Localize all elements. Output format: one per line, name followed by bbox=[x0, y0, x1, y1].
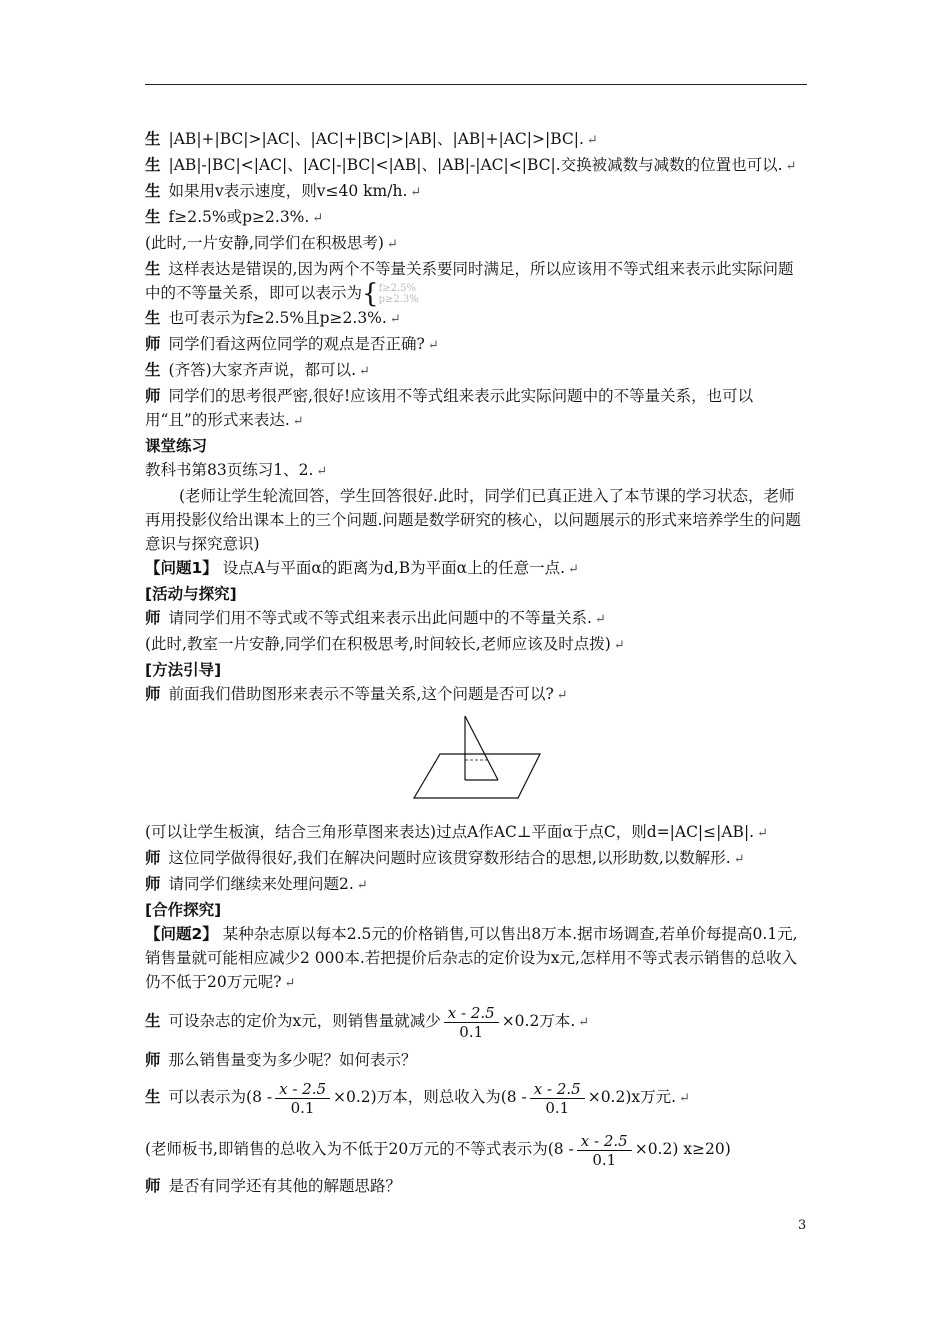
line-text: |AB|-|BC|<|AC|、|AC|-|BC|<|AB|、|AB|-|AC|<|BC|.交换被减数与减数的位置也可以. bbox=[168, 156, 783, 174]
segment-ab bbox=[465, 716, 498, 780]
plane-alpha bbox=[414, 754, 540, 798]
speaker-label: 生 bbox=[145, 1012, 161, 1030]
speaker-label: 生 bbox=[145, 309, 161, 327]
fraction-numerator: x - 2.5 bbox=[275, 1080, 330, 1099]
line-text: |AB|+|BC|>|AC|、|AC|+|BC|>|AB|、|AB|+|AC|>|BC|. bbox=[168, 130, 584, 148]
problem-line: 【问题2】 某种杂志原以每本2.5元的价格销售,可以售出8万本.据市场调查,若单价每提高0.1元,销售量就可能相应减少2 000本.若把提价后杂志的定价设为x元,怎样用不等式表示销售的总收入仍不低于20万元呢? ↵ bbox=[145, 925, 798, 991]
line-text: (老师板书,即销售的总收入为不低于20万元的不等式表示为(8 - bbox=[145, 1140, 574, 1158]
blurred-system-image: f≥2.5% p≥2.3% bbox=[378, 283, 419, 305]
problem-label: 【问题2】 bbox=[145, 925, 218, 943]
dialogue-line: 生 |AB|+|BC|>|AC|、|AC|+|BC|>|AB|、|AB|+|AC|>|BC|. ↵ bbox=[145, 130, 598, 148]
geometry-figure bbox=[145, 708, 807, 820]
dialogue-line bbox=[145, 257, 807, 309]
speaker-label: 生 bbox=[145, 156, 161, 174]
line-text: (此时,教室一片安静,同学们在积极思考,时间较长,老师应该及时点拨) bbox=[145, 635, 611, 653]
line-text: 可以表示为(8 - bbox=[168, 1088, 273, 1106]
fraction-denominator: 0.1 bbox=[290, 1098, 315, 1117]
page-number: 3 bbox=[798, 1218, 807, 1233]
speaker-label: 师 bbox=[145, 1177, 161, 1195]
header-rule bbox=[145, 84, 807, 85]
line-text: 那么销售量变为多少呢？如何表示？ bbox=[168, 1051, 417, 1069]
speaker-label: 生 bbox=[145, 1088, 161, 1106]
line-text: 这样表达是错误的,因为两个不等量关系要同时满足，所以应该用不等式组来表示此实际问题中的不等量关系，即可以表示为 bbox=[145, 260, 794, 302]
problem-label: 【问题1】 bbox=[145, 559, 218, 577]
dialogue-line: 生 可设杂志的定价为x元，则销售量就减少 $\frac{x - 2.5}{0.1}$ ×0.2万本. ↵ bbox=[145, 1003, 590, 1041]
speaker-label: 师 bbox=[145, 849, 161, 867]
line-text: ×0.2) x≥20) bbox=[634, 1140, 731, 1158]
narration-line: (此时,教室一片安静,同学们在积极思考,时间较长,老师应该及时点拨) ↵ bbox=[145, 635, 625, 653]
dialogue-line: 生 f≥2.5%或p≥2.3%. ↵ bbox=[145, 208, 324, 226]
line-text: ×0.2)万本，则总收入为(8 - bbox=[333, 1088, 527, 1106]
line-text: 这位同学做得很好,我们在解决问题时应该贯穿数形结合的思想,以形助数,以数解形. bbox=[168, 849, 731, 867]
dialogue-line: 生 如果用v表示速度，则v≤40 km/h. ↵ bbox=[145, 182, 422, 200]
dialogue-line: 生 |AB|-|BC|<|AC|、|AC|-|BC|<|AB|、|AB|-|AC|<|BC|.交换被减数与减数的位置也可以. ↵ bbox=[145, 156, 797, 174]
line-text: (可以让学生板演，结合三角形草图来表达)过点A作AC⊥平面α于点C，则d=|AC|≤|AB|. bbox=[145, 823, 755, 841]
section-heading: [合作探究] bbox=[145, 901, 222, 919]
dialogue-line: 生 可以表示为(8 - $\frac{x - 2.5}{0.1}$ ×0.2)万本，则总收入为(8 - $\frac{x - 2.5}{0.1}$ ×0.2)x万元. ↵ bbox=[145, 1079, 690, 1117]
line-text: f≥2.5%或p≥2.3%. bbox=[168, 208, 310, 226]
line-text: (齐答)大家齐声说，都可以. bbox=[168, 361, 357, 379]
speaker-label: 师 bbox=[145, 875, 161, 893]
dialogue-line: 师 请同学们继续来处理问题2. ↵ bbox=[145, 875, 368, 893]
fraction-denominator: 0.1 bbox=[459, 1022, 484, 1041]
fraction bbox=[444, 1004, 499, 1041]
document-body bbox=[145, 127, 807, 1198]
line-text: 设点A与平面α的距离为d,B为平面α上的任意一点. bbox=[222, 559, 566, 577]
problem-line: 【问题1】 设点A与平面α的距离为d,B为平面α上的任意一点. ↵ bbox=[145, 559, 579, 577]
narration-line: (此时,一片安静,同学们在积极思考) ↵ bbox=[145, 234, 398, 252]
speaker-label: 师 bbox=[145, 609, 161, 627]
line-text: 是否有同学还有其他的解题思路？ bbox=[168, 1177, 402, 1195]
line-text: ×0.2)x万元. bbox=[587, 1088, 677, 1106]
line-text: 教科书第83页练习1、2. bbox=[145, 461, 314, 479]
fraction bbox=[275, 1080, 330, 1117]
section-heading: 课堂练习 bbox=[145, 437, 208, 455]
speaker-label: 师 bbox=[145, 387, 161, 405]
dialogue-line: 师 前面我们借助图形来表示不等量关系,这个问题是否可以? ↵ bbox=[145, 685, 568, 703]
speaker-label: 师 bbox=[145, 335, 161, 353]
dialogue-line: 师 同学们的思考很严密,很好!应该用不等式组来表示此实际问题中的不等量关系，也可以用“且”的形式来表达. ↵ bbox=[145, 387, 754, 429]
brace-symbol: { bbox=[362, 279, 379, 309]
plane-triangle-diagram bbox=[410, 708, 550, 818]
fraction-numerator: x - 2.5 bbox=[444, 1004, 499, 1023]
narration-line bbox=[145, 1124, 807, 1174]
dialogue-line: 师 请同学们用不等式或不等式组来表示出此问题中的不等量关系. ↵ bbox=[145, 609, 606, 627]
speaker-label: 生 bbox=[145, 182, 161, 200]
fraction-denominator: 0.1 bbox=[545, 1098, 570, 1117]
speaker-label: 师 bbox=[145, 1051, 161, 1069]
line-text: 请同学们继续来处理问题2. bbox=[168, 875, 354, 893]
section-heading: [方法引导] bbox=[145, 661, 222, 679]
fraction-numerator: x - 2.5 bbox=[577, 1132, 632, 1151]
dialogue-line bbox=[145, 1048, 807, 1072]
speaker-label: 师 bbox=[145, 685, 161, 703]
fraction bbox=[577, 1132, 632, 1169]
dialogue-line: 生 (齐答)大家齐声说，都可以. ↵ bbox=[145, 361, 370, 379]
narration-line: 教科书第83页练习1、2. ↵ bbox=[145, 461, 328, 479]
fraction-denominator: 0.1 bbox=[592, 1150, 617, 1169]
dialogue-line: 生 也可表示为f≥2.5%且p≥2.3%. ↵ bbox=[145, 309, 401, 327]
line-text: 如果用v表示速度，则v≤40 km/h. bbox=[168, 182, 408, 200]
speaker-label: 生 bbox=[145, 208, 161, 226]
narration-line: (可以让学生板演，结合三角形草图来表达)过点A作AC⊥平面α于点C，则d=|AC|≤|AB|. ↵ bbox=[145, 823, 769, 841]
line-text: 请同学们用不等式或不等式组来表示出此问题中的不等量关系. bbox=[168, 609, 592, 627]
narration-line bbox=[145, 484, 807, 556]
fraction bbox=[530, 1080, 585, 1117]
speaker-label: 生 bbox=[145, 130, 161, 148]
line-text: (老师让学生轮流回答，学生回答很好.此时，同学们已真正进入了本节课的学习状态，老师再用投影仪给出课本上的三个问题.问题是数学研究的核心，以问题展示的形式来培养学生的问题意识与探究意识) bbox=[145, 487, 801, 553]
fraction-numerator: x - 2.5 bbox=[530, 1080, 585, 1099]
line-text: 前面我们借助图形来表示不等量关系,这个问题是否可以? bbox=[168, 685, 554, 703]
dialogue-line bbox=[145, 1174, 807, 1198]
line-text: 可设杂志的定价为x元，则销售量就减少 bbox=[168, 1012, 441, 1030]
line-text: 也可表示为f≥2.5%且p≥2.3%. bbox=[168, 309, 387, 327]
line-text: 同学们看这两位同学的观点是否正确? bbox=[168, 335, 425, 353]
speaker-label: 生 bbox=[145, 361, 161, 379]
line-text: 同学们的思考很严密,很好!应该用不等式组来表示此实际问题中的不等量关系，也可以用“且”的形式来表达. bbox=[145, 387, 754, 429]
section-heading: [活动与探究] bbox=[145, 585, 237, 603]
dialogue-line: 师 同学们看这两位同学的观点是否正确? ↵ bbox=[145, 335, 439, 353]
line-text: 某种杂志原以每本2.5元的价格销售,可以售出8万本.据市场调查,若单价每提高0.1元,销售量就可能相应减少2 000本.若把提价后杂志的定价设为x元,怎样用不等式表示销售的总收入仍不低于20万元呢? bbox=[145, 925, 798, 991]
dialogue-line: 师 这位同学做得很好,我们在解决问题时应该贯穿数形结合的思想,以形助数,以数解形. ↵ bbox=[145, 849, 745, 867]
speaker-label: 生 bbox=[145, 260, 161, 278]
line-text: (此时,一片安静,同学们在积极思考) bbox=[145, 234, 384, 252]
line-text: ×0.2万本. bbox=[501, 1012, 576, 1030]
